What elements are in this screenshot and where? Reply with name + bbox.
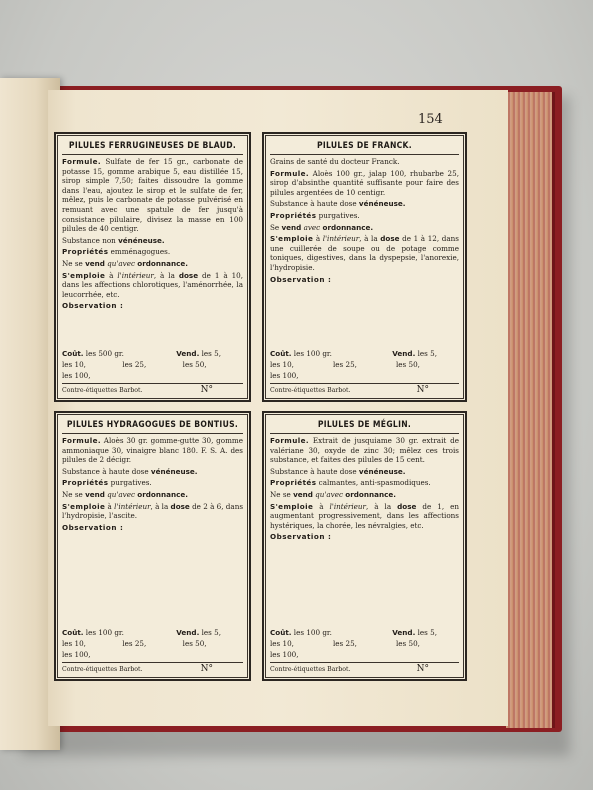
- emploie-dose: dose: [178, 270, 199, 280]
- price-row: [270, 638, 459, 649]
- formule-line: [270, 436, 459, 465]
- formule-text: Aloès 100 gr., jalap 100, rhubarbe 25, sirop d'absinthe quantité suffisante pour faire des pilules argentées de 10 centigr.: [270, 168, 459, 197]
- price-5: les 5,: [201, 628, 221, 637]
- emploie-italic: l'intérieur: [114, 501, 151, 511]
- vend-italic: qu'avec: [104, 489, 138, 499]
- emploie-text: de 2 à 6, dans l'hydropisie, l'ascite.: [62, 501, 244, 521]
- price-5: les 5,: [417, 628, 437, 637]
- card-footer: [62, 348, 243, 396]
- substance-line: [62, 467, 243, 477]
- price-25: les 25,: [122, 639, 147, 648]
- formule-text: Extrait de jusquiame 30 gr. extrait de valériane 30, oxyde de zinc 30; mêlez ces trois substance, et faites des pilules de 15 cent.: [270, 436, 459, 465]
- vend-group: [392, 627, 437, 638]
- label-card-bontius: [54, 411, 251, 681]
- vend-line: [270, 223, 459, 233]
- price-50: les 50,: [396, 639, 420, 648]
- ordonnance-word: ordonnance.: [322, 222, 374, 232]
- page-number: 154: [418, 112, 443, 127]
- emploie-text: de 1 à 10, dans les affections chlorotiques, l'aménorrhée, la leucorrhée, etc.: [62, 270, 243, 299]
- cost-group: [62, 627, 124, 638]
- number-label: N°: [200, 664, 213, 674]
- emploie-line: [270, 502, 459, 531]
- substance-line: [62, 236, 243, 246]
- emploie-dose: dose: [380, 234, 400, 244]
- substance-prefix: Substance à haute dose: [270, 466, 359, 476]
- contre-etiquettes: Contre-étiquettes Barbot.: [270, 387, 351, 394]
- cost-label: Coût.: [62, 349, 84, 358]
- intro-line: Grains de santé du docteur Franck.: [270, 157, 400, 166]
- observation-label: Observation :: [270, 274, 332, 284]
- contre-etiquettes: Contre-étiquettes Barbot.: [62, 666, 143, 673]
- vend-prefix: Ne se: [62, 258, 86, 268]
- vend-italic: qu'avec: [312, 489, 346, 499]
- price-100: les 100,: [62, 371, 91, 380]
- label-card-blaud: [54, 132, 251, 402]
- formule-label: Formule.: [270, 168, 309, 178]
- emploie-b: , à la: [359, 234, 381, 244]
- label-card-franck: [262, 132, 467, 402]
- ordonnance-word: ordonnance.: [137, 258, 188, 268]
- footer-bottom: [270, 662, 459, 675]
- emploie-dose: dose: [397, 501, 417, 511]
- substance-status: vénéneuse.: [358, 199, 406, 209]
- vend-label: Vend.: [392, 628, 416, 637]
- price-10: les 10,: [270, 360, 294, 369]
- number-label: N°: [416, 664, 429, 674]
- vend-italic: avec: [301, 222, 323, 232]
- formule-line: [62, 157, 243, 234]
- cost-label: Coût.: [270, 349, 292, 358]
- proprietes-text: purgatives.: [110, 478, 152, 488]
- emploie-b: , à la: [153, 270, 179, 280]
- emploie-a: à: [105, 501, 115, 511]
- card-title: PILULES HYDRAGOGUES DE BONTIUS.: [66, 420, 239, 430]
- emploie-b: , à la: [365, 501, 398, 511]
- emploie-dose: dose: [170, 501, 190, 511]
- cost-qty: les 100 gr.: [85, 628, 124, 637]
- proprietes-text: calmantes, anti-spasmodiques.: [318, 478, 431, 488]
- emploie-line: [62, 502, 243, 521]
- vend-prefix: Ne se: [62, 489, 86, 499]
- contre-etiquettes: Contre-étiquettes Barbot.: [270, 666, 351, 673]
- vend-prefix: Se: [270, 222, 282, 232]
- substance-status: vénéneuse.: [150, 466, 198, 476]
- proprietes-line: [62, 478, 243, 488]
- footer-bottom: [62, 383, 243, 396]
- card-body: [264, 157, 465, 284]
- contre-etiquettes: Contre-étiquettes Barbot.: [62, 387, 143, 394]
- cost-group: [270, 348, 332, 359]
- card-footer: [270, 348, 459, 396]
- price-25: les 25,: [333, 639, 357, 648]
- emploie-b: , à la: [150, 501, 171, 511]
- emploie-italic: l'intérieur: [329, 501, 366, 511]
- emploie-italic: l'intérieur: [322, 234, 360, 244]
- card-title: PILULES DE FRANCK.: [316, 141, 412, 151]
- price-10: les 10,: [62, 639, 86, 648]
- emploie-label: S'emploie: [62, 501, 106, 511]
- emploie-label: S'emploie: [62, 270, 106, 280]
- cost-label: Coût.: [62, 628, 84, 637]
- substance-line: [270, 467, 459, 477]
- vend-label: Vend.: [176, 349, 200, 358]
- price-25: les 25,: [122, 360, 147, 369]
- page-edges: [506, 92, 555, 728]
- title-rule: [270, 433, 459, 434]
- cost-group: [62, 348, 124, 359]
- formule-label: Formule.: [62, 436, 101, 445]
- emploie-text: de 1 à 12, dans une cuillerée de soupe ou de potage comme toniques, digestives, dans la dyspepsie, l'anorexie, l'hydropisie.: [270, 234, 459, 272]
- ordonnance-word: ordonnance.: [345, 489, 396, 499]
- vend-line: [62, 259, 243, 269]
- formule-text: Sulfate de fer 15 gr., carbonate de potasse 15, gomme arabique 5, eau distillée 15, sirop simple 7,50; faites dissoudre la gomme dans l'eau, ajoutez le sirop et le sulfate de fer, mêlez, puis le carbonate de potasse pulvérisé en remuant avec une spatule de fer jusqu'à consistance pilulaire, divisez la masse en 100 pilules de 40 centigr.: [62, 157, 243, 234]
- cost-group: [270, 627, 332, 638]
- card-title: PILULES DE MÉGLIN.: [317, 420, 412, 430]
- cost-line: [270, 627, 459, 638]
- formule-text: Aloès 30 gr. gomme-gutte 30, gomme ammoniaque 30, vinaigre blanc 180. F. S. A. des pilules de 2 décigr.: [62, 436, 243, 465]
- price-100: les 100,: [270, 650, 299, 659]
- vend-label: Vend.: [392, 349, 416, 358]
- proprietes-text: emménagogues.: [110, 247, 171, 257]
- vend-group: [176, 348, 221, 359]
- price-100: les 100,: [270, 371, 299, 380]
- cost-qty: les 100 gr.: [293, 349, 332, 358]
- vend-word: vend: [293, 489, 313, 499]
- price-10: les 10,: [62, 360, 86, 369]
- emploie-a: à: [313, 234, 323, 244]
- number-label: N°: [200, 385, 213, 395]
- formule-label: Formule.: [62, 157, 101, 166]
- price-25: les 25,: [333, 360, 357, 369]
- formule-line: [270, 169, 459, 198]
- formule-label: Formule.: [270, 436, 309, 445]
- proprietes-label: Propriétés: [270, 478, 317, 488]
- emploie-label: S'emploie: [270, 234, 314, 244]
- price-5: les 5,: [201, 349, 221, 358]
- card-body: [56, 157, 249, 311]
- proprietes-label: Propriétés: [62, 247, 109, 257]
- cost-line: [62, 627, 243, 638]
- cost-qty: les 100 gr.: [293, 628, 332, 637]
- proprietes-text: purgatives.: [318, 210, 360, 220]
- vend-label: Vend.: [176, 628, 200, 637]
- cost-qty: les 500 gr.: [85, 349, 124, 358]
- emploie-a: à: [105, 270, 118, 280]
- vend-word: vend: [85, 489, 105, 499]
- vend-word: vend: [281, 222, 302, 232]
- price-50: les 50,: [182, 360, 207, 369]
- label-card-meglin: [262, 411, 467, 681]
- emploie-italic: l'intérieur: [117, 270, 154, 280]
- proprietes-line: [62, 247, 243, 257]
- substance-status: vénéneuse.: [118, 235, 165, 245]
- observation-label: Observation :: [62, 301, 124, 311]
- vend-group: [392, 348, 437, 359]
- cost-label: Coût.: [270, 628, 292, 637]
- formule-line: [62, 436, 243, 465]
- vend-prefix: Ne se: [270, 489, 294, 499]
- price-5: les 5,: [417, 349, 437, 358]
- number-label: N°: [416, 385, 429, 395]
- price-100: les 100,: [62, 650, 91, 659]
- title-rule: [270, 154, 459, 155]
- vend-line: [270, 490, 459, 500]
- proprietes-label: Propriétés: [62, 478, 109, 488]
- footer-bottom: [62, 662, 243, 675]
- substance-status: vénéneuse.: [358, 466, 406, 476]
- title-rule: [62, 154, 243, 155]
- emploie-line: [270, 234, 459, 272]
- vend-word: vend: [85, 258, 105, 268]
- substance-prefix: Substance non: [62, 235, 119, 245]
- emploie-label: S'emploie: [270, 501, 314, 511]
- price-row: [62, 359, 243, 370]
- price-50: les 50,: [182, 639, 207, 648]
- vend-italic: qu'avec: [104, 258, 138, 268]
- proprietes-line: [270, 478, 459, 488]
- card-body: [56, 436, 249, 532]
- footer-bottom: [270, 383, 459, 396]
- price-50: les 50,: [396, 360, 420, 369]
- substance-prefix: Substance à haute dose: [270, 199, 359, 209]
- cost-line: [270, 348, 459, 359]
- substance-prefix: Substance à haute dose: [62, 466, 151, 476]
- card-footer: [270, 627, 459, 675]
- title-rule: [62, 433, 243, 434]
- price-row: [270, 359, 459, 370]
- emploie-line: [62, 271, 243, 300]
- proprietes-label: Propriétés: [270, 210, 317, 220]
- substance-line: [270, 199, 459, 209]
- observation-label: Observation :: [270, 532, 332, 542]
- price-10: les 10,: [270, 639, 294, 648]
- cost-line: [62, 348, 243, 359]
- observation-label: Observation :: [62, 522, 124, 532]
- vend-line: [62, 490, 243, 500]
- card-body: [264, 436, 465, 542]
- card-footer: [62, 627, 243, 675]
- vend-group: [176, 627, 221, 638]
- emploie-a: à: [313, 501, 330, 511]
- proprietes-line: [270, 211, 459, 221]
- ordonnance-word: ordonnance.: [137, 489, 188, 499]
- price-row: [62, 638, 243, 649]
- emploie-text: de 1, en augmentant progressivement, dans les affections hystériques, la chorée, les névralgies, etc.: [270, 501, 460, 530]
- card-title: PILULES FERRUGINEUSES DE BLAUD.: [68, 141, 237, 151]
